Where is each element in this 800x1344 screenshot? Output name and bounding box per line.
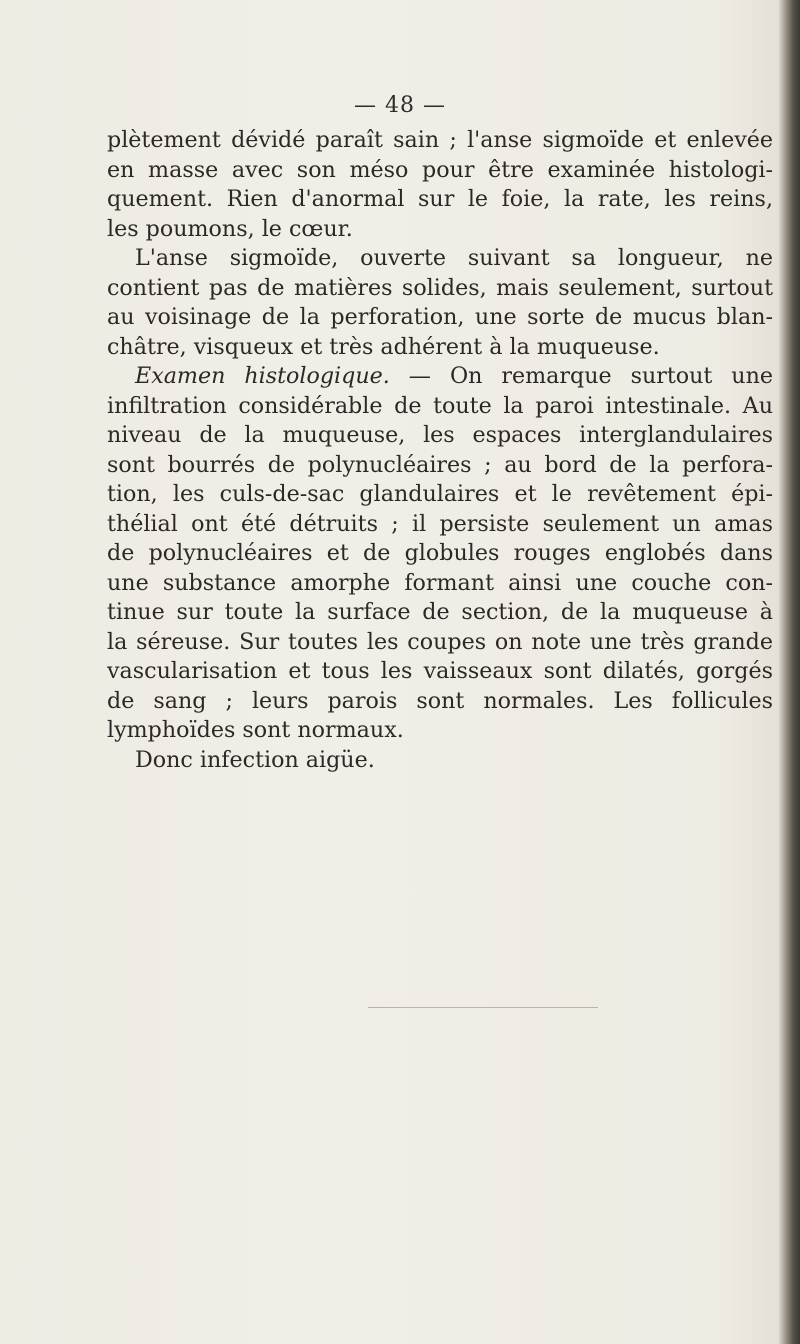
text-line: de polynucléaires et de globules rouges englobés dans [107,540,773,566]
heading-continuation: — On remarque surtout une [389,363,773,389]
text-line: la séreuse. Sur toutes les coupes on note une très grande [107,628,773,655]
text-line: sont bourrés de polynucléaires ; au bord de la perfora- [107,451,773,478]
text-line: châtre, visqueux et très adhérent à la muqueuse. [107,333,660,360]
text-line: contient pas de matières solides, mais seulement, surtout [107,274,773,301]
text-line: infiltration considérable de toute la paroi intestinale. Au [107,392,773,419]
text-line: une substance amorphe formant ainsi une couche con- [107,569,773,596]
text-line: L'anse sigmoïde, ouverte suivant sa longueur, ne [135,245,773,271]
text-line: au voisinage de la perforation, une sorte de mucus blan- [107,304,773,330]
book-edge-shadow [778,0,800,1344]
text-line: thélial ont été détruits ; il persiste seulement un amas [107,510,773,537]
horizontal-rule [368,1007,598,1008]
text-line: plètement dévidé paraît sain ; l'anse sigmoïde et enlevée [107,127,773,153]
text-line: tinue sur toute la surface de section, de la muqueuse à [107,599,773,625]
body-text [107,126,773,775]
section-heading: Examen histologique. [135,363,390,389]
text-line: en masse avec son méso pour être examinée histologi- [107,156,773,183]
text-line: les poumons, le cœur. [107,215,353,242]
text-line: tion, les culs-de-sac glandulaires et le revêtement épi- [107,481,773,507]
text-line-heading [107,362,773,392]
text-line: niveau de la muqueuse, les espaces interglandulaires [107,422,773,448]
text-line: lymphoïdes sont normaux. [107,717,404,743]
page-number: — 48 — [354,93,446,118]
text-line: de sang ; leurs parois sont normales. Les follicules [107,687,773,714]
text-line: quement. Rien d'anormal sur le foie, la rate, les reins, [107,186,773,212]
text-line: vascularisation et tous les vaisseaux sont dilatés, gorgés [107,658,773,684]
text-line: Donc infection aigüe. [135,746,375,773]
